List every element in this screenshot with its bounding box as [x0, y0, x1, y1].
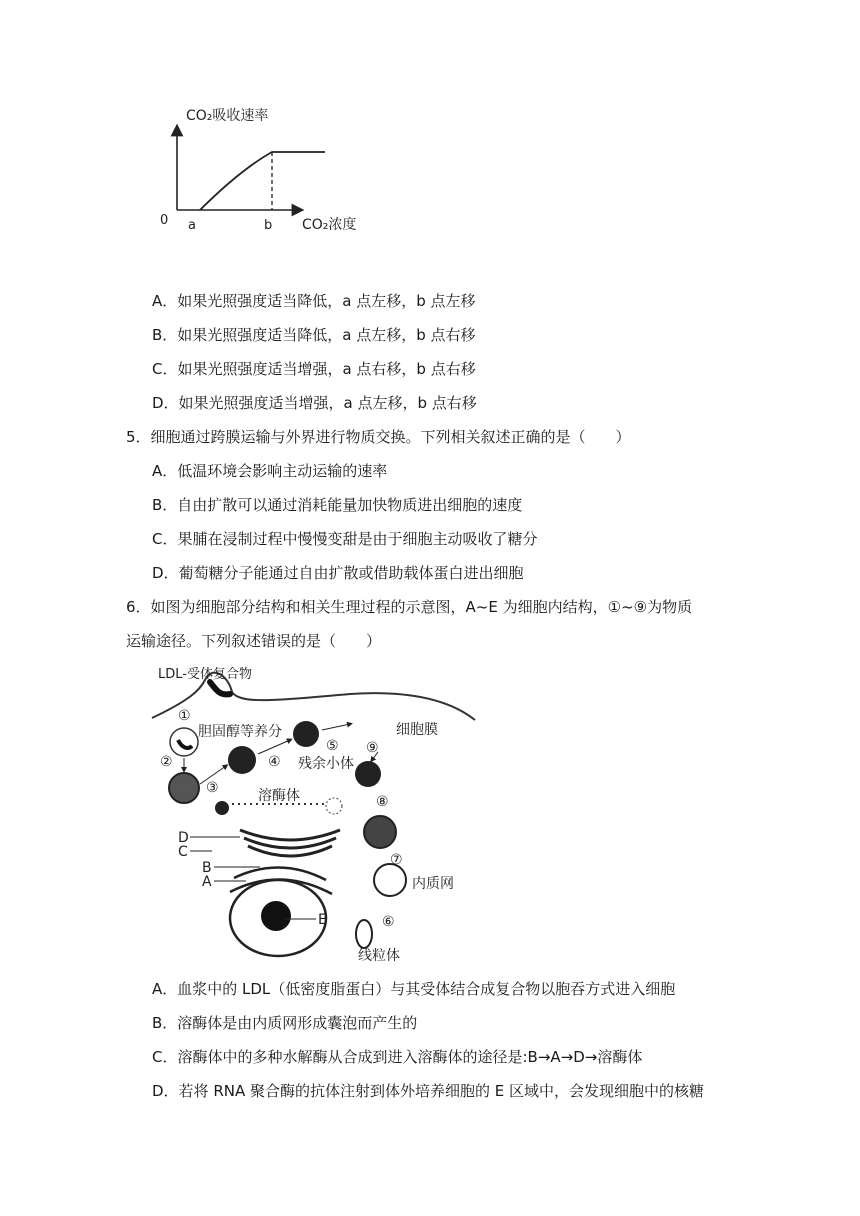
q5-option-c: C．果脯在浸制过程中慢慢变甜是由于细胞主动吸收了糖分	[152, 530, 538, 548]
vesicle-1	[170, 728, 198, 756]
vesicle-9	[355, 761, 381, 787]
q6-option-d: D．若将 RNA 聚合酶的抗体注射到体外培养细胞的 E 区域中，会发现细胞中的核糖	[152, 1082, 705, 1100]
num-3: ③	[206, 780, 219, 796]
label-c: C	[178, 844, 188, 860]
vesicle-1-content	[178, 740, 192, 748]
residual-body-label: 残余小体	[298, 756, 354, 772]
q6-stem-line1: 6．如图为细胞部分结构和相关生理过程的示意图，A~E 为细胞内结构，①~⑨为物质	[126, 598, 693, 616]
label-e: E	[318, 912, 327, 928]
graph-point-b: b	[264, 218, 273, 233]
q5-option-a: A．低温环境会影响主动运输的速率	[152, 462, 388, 480]
label-b: B	[202, 860, 212, 876]
vesicle-5	[293, 721, 319, 747]
path-arrow-3	[258, 740, 290, 754]
er-vesicle	[374, 864, 406, 896]
small-vesicle	[215, 801, 229, 815]
num-8: ⑧	[376, 794, 389, 810]
mitochondria-label: 线粒体	[358, 948, 400, 964]
graph-point-a: a	[188, 218, 196, 233]
vesicle-2	[169, 773, 199, 803]
q6-option-c: C．溶酶体中的多种水解酶从合成到进入溶酶体的途径是:B→A→D→溶酶体	[152, 1048, 643, 1066]
num-5: ⑤	[326, 738, 339, 754]
label-a: A	[202, 874, 212, 890]
path-arrow-4	[322, 724, 350, 730]
graph-y-label: CO₂吸收速率	[186, 108, 269, 124]
num-2: ②	[160, 754, 173, 770]
num-6: ⑥	[382, 914, 395, 930]
graph-x-label: CO₂浓度	[302, 217, 357, 233]
membrane-label: 细胞膜	[396, 722, 438, 738]
num-1: ①	[178, 708, 191, 724]
q5-stem: 5．细胞通过跨膜运输与外界进行物质交换。下列相关叙述正确的是（ ）	[126, 428, 631, 446]
graph-curve	[200, 152, 325, 210]
label-d: D	[178, 830, 189, 846]
q4-option-a: A．如果光照强度适当降低，a 点左移，b 点左移	[152, 292, 476, 310]
q5-option-b: B．自由扩散可以通过消耗能量加快物质进出细胞的速度	[152, 496, 523, 514]
cholesterol-label: 胆固醇等养分	[198, 724, 282, 740]
vesicle-4	[228, 746, 256, 774]
q4-option-b: B．如果光照强度适当降低，a 点左移，b 点右移	[152, 326, 476, 344]
q4-option-c: C．如果光照强度适当增强，a 点右移，b 点右移	[152, 360, 476, 378]
q4-option-d: D．如果光照强度适当增强，a 点左移，b 点右移	[152, 394, 477, 412]
ldl-label: LDL-受体复合物	[158, 667, 252, 682]
er-label: 内质网	[412, 876, 454, 892]
cell-structure-diagram	[150, 660, 480, 970]
mitochondrion	[356, 920, 372, 948]
num-9: ⑨	[366, 740, 379, 756]
num-7: ⑦	[390, 852, 403, 868]
q6-stem-line2: 运输途径。下列叙述错误的是（ ）	[126, 632, 382, 650]
lysosome-vesicle	[326, 798, 342, 814]
q6-option-a: A．血浆中的 LDL（低密度脂蛋白）与其受体结合成复合物以胞吞方式进入细胞	[152, 980, 676, 998]
q6-option-b: B．溶酶体是由内质网形成囊泡而产生的	[152, 1014, 418, 1032]
lysosome-label: 溶酶体	[258, 788, 300, 804]
ldl-complex	[210, 682, 230, 694]
nucleolus-e	[261, 901, 291, 931]
graph-origin: 0	[160, 213, 169, 228]
vesicle-8	[364, 816, 396, 848]
co2-absorption-graph	[150, 100, 370, 240]
q5-option-d: D．葡萄糖分子能通过自由扩散或借助载体蛋白进出细胞	[152, 564, 524, 582]
golgi-apparatus	[240, 830, 340, 856]
num-4: ④	[268, 754, 281, 770]
